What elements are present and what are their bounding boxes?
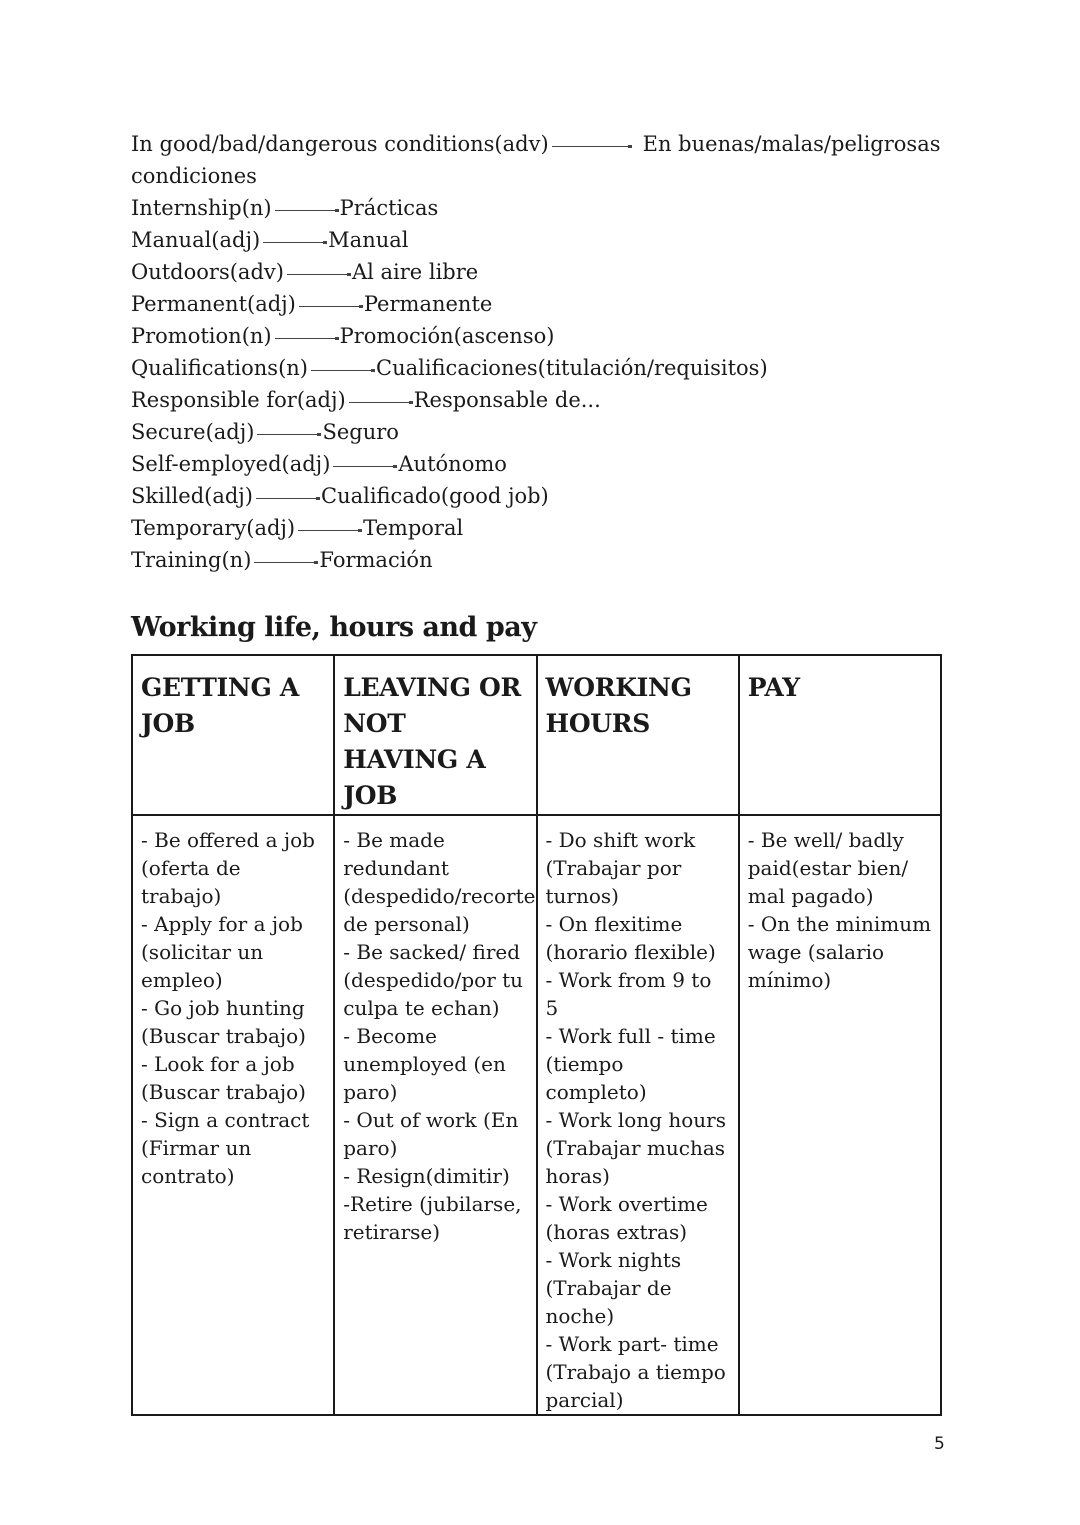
vocab-entry bbox=[131, 384, 951, 416]
list-item: -Retire (jubilarse, retirarse) bbox=[343, 1192, 522, 1244]
vocab-translation: Responsable de... bbox=[413, 388, 601, 412]
list-item: - Resign(dimitir) bbox=[343, 1164, 510, 1188]
column-header-working-hours: WORKING HOURS bbox=[537, 655, 739, 815]
cell-getting-a-job bbox=[132, 815, 334, 1415]
arrow-icon bbox=[275, 338, 337, 339]
arrow-icon bbox=[311, 370, 373, 371]
list-item: - Work from 9 to 5 bbox=[545, 968, 712, 1020]
list-item: - Be offered a job (oferta de trabajo) bbox=[141, 828, 315, 908]
vocab-term: In good/bad/dangerous conditions(adv) bbox=[131, 132, 549, 156]
cell-working-hours bbox=[537, 815, 739, 1415]
arrow-icon bbox=[275, 210, 337, 211]
list-item: - Look for a job (Buscar trabajo) bbox=[141, 1052, 306, 1104]
vocab-translation: Permanente bbox=[363, 292, 493, 316]
vocab-entry bbox=[131, 256, 951, 288]
list-item: - Go job hunting (Buscar trabajo) bbox=[141, 996, 306, 1048]
vocab-entry bbox=[131, 128, 951, 192]
vocab-term: Manual(adj) bbox=[131, 228, 261, 252]
list-item: - On the minimum wage (salario mínimo) bbox=[747, 912, 932, 992]
vocab-term: Temporary(adj) bbox=[131, 516, 296, 540]
list-item: - Be well/ badly paid(estar bien/ mal pagado) bbox=[747, 828, 909, 908]
vocab-entry bbox=[131, 512, 951, 544]
arrow-icon bbox=[552, 146, 630, 147]
cell-leaving-job bbox=[334, 815, 536, 1415]
vocabulary-list bbox=[131, 128, 951, 576]
list-item: - Do shift work (Trabajar por turnos) bbox=[545, 828, 696, 908]
arrow-icon bbox=[256, 498, 318, 499]
table-header-row bbox=[132, 655, 941, 815]
vocab-entry bbox=[131, 192, 951, 224]
vocab-term: Secure(adj) bbox=[131, 420, 255, 444]
column-header-pay: PAY bbox=[739, 655, 941, 815]
arrow-icon bbox=[257, 434, 319, 435]
vocab-translation: Formación bbox=[319, 548, 433, 572]
list-item: - Work part- time (Trabajo a tiempo parcial) bbox=[545, 1332, 726, 1412]
list-item: - Become unemployed (en paro) bbox=[343, 1024, 506, 1104]
arrow-icon bbox=[298, 530, 360, 531]
vocab-translation: Autónomo bbox=[398, 452, 507, 476]
list-item: - Work nights (Trabajar de noche) bbox=[545, 1248, 682, 1328]
arrow-icon bbox=[263, 242, 325, 243]
list-item: - On flexitime (horario flexible) bbox=[545, 912, 716, 964]
vocab-translation: Prácticas bbox=[339, 196, 439, 220]
vocab-entry bbox=[131, 416, 951, 448]
arrow-icon bbox=[287, 274, 349, 275]
list-item: - Work overtime (horas extras) bbox=[545, 1192, 708, 1244]
vocab-translation: Cualificaciones(titulación/requisitos) bbox=[376, 356, 768, 380]
section-title: Working life, hours and pay bbox=[131, 612, 537, 643]
vocab-entry bbox=[131, 288, 951, 320]
column-header-leaving-job: LEAVING OR NOT HAVING A JOB bbox=[334, 655, 536, 815]
list-item: - Work full - time (tiempo completo) bbox=[545, 1024, 716, 1104]
table-row bbox=[132, 815, 941, 1415]
vocab-translation: Cualificado(good job) bbox=[321, 484, 549, 508]
vocab-term: Skilled(adj) bbox=[131, 484, 253, 508]
vocab-translation: Al aire libre bbox=[351, 260, 479, 284]
list-item: - Sign a contract (Firmar un contrato) bbox=[141, 1108, 310, 1188]
vocab-translation: Promoción(ascenso) bbox=[339, 324, 555, 348]
arrow-icon bbox=[254, 562, 316, 563]
vocab-term: Promotion(n) bbox=[131, 324, 272, 348]
vocab-entry bbox=[131, 544, 951, 576]
list-item: - Be sacked/ fired (despedido/por tu culpa te echan) bbox=[343, 940, 524, 1020]
vocab-translation: Temporal bbox=[363, 516, 464, 540]
cell-pay bbox=[739, 815, 941, 1415]
page-number: 5 bbox=[934, 1434, 945, 1454]
vocab-term: Permanent(adj) bbox=[131, 292, 296, 316]
vocab-translation: Seguro bbox=[322, 420, 399, 444]
vocab-entry bbox=[131, 352, 951, 384]
column-header-getting-a-job: GETTING A JOB bbox=[132, 655, 334, 815]
vocab-entry bbox=[131, 448, 951, 480]
vocab-term: Responsible for(adj) bbox=[131, 388, 346, 412]
vocab-translation: Manual bbox=[328, 228, 409, 252]
vocab-term: Internship(n) bbox=[131, 196, 272, 220]
vocab-translation: En buenas/malas/peligrosas condiciones bbox=[131, 132, 941, 188]
list-item: - Be made redundant (despedido/recorte de personal) bbox=[343, 828, 536, 936]
arrow-icon bbox=[299, 306, 361, 307]
vocab-term: Qualifications(n) bbox=[131, 356, 308, 380]
arrow-icon bbox=[333, 466, 395, 467]
list-item: - Out of work (En paro) bbox=[343, 1108, 519, 1160]
arrow-icon bbox=[349, 402, 411, 403]
vocab-entry bbox=[131, 320, 951, 352]
vocab-entry bbox=[131, 480, 951, 512]
list-item: - Apply for a job (solicitar un empleo) bbox=[141, 912, 303, 992]
list-item: - Work long hours (Trabajar muchas horas) bbox=[545, 1108, 726, 1188]
working-life-table bbox=[131, 654, 942, 1416]
vocab-term: Self-employed(adj) bbox=[131, 452, 331, 476]
vocab-term: Training(n) bbox=[131, 548, 252, 572]
vocab-term: Outdoors(adv) bbox=[131, 260, 284, 284]
vocab-entry bbox=[131, 224, 951, 256]
